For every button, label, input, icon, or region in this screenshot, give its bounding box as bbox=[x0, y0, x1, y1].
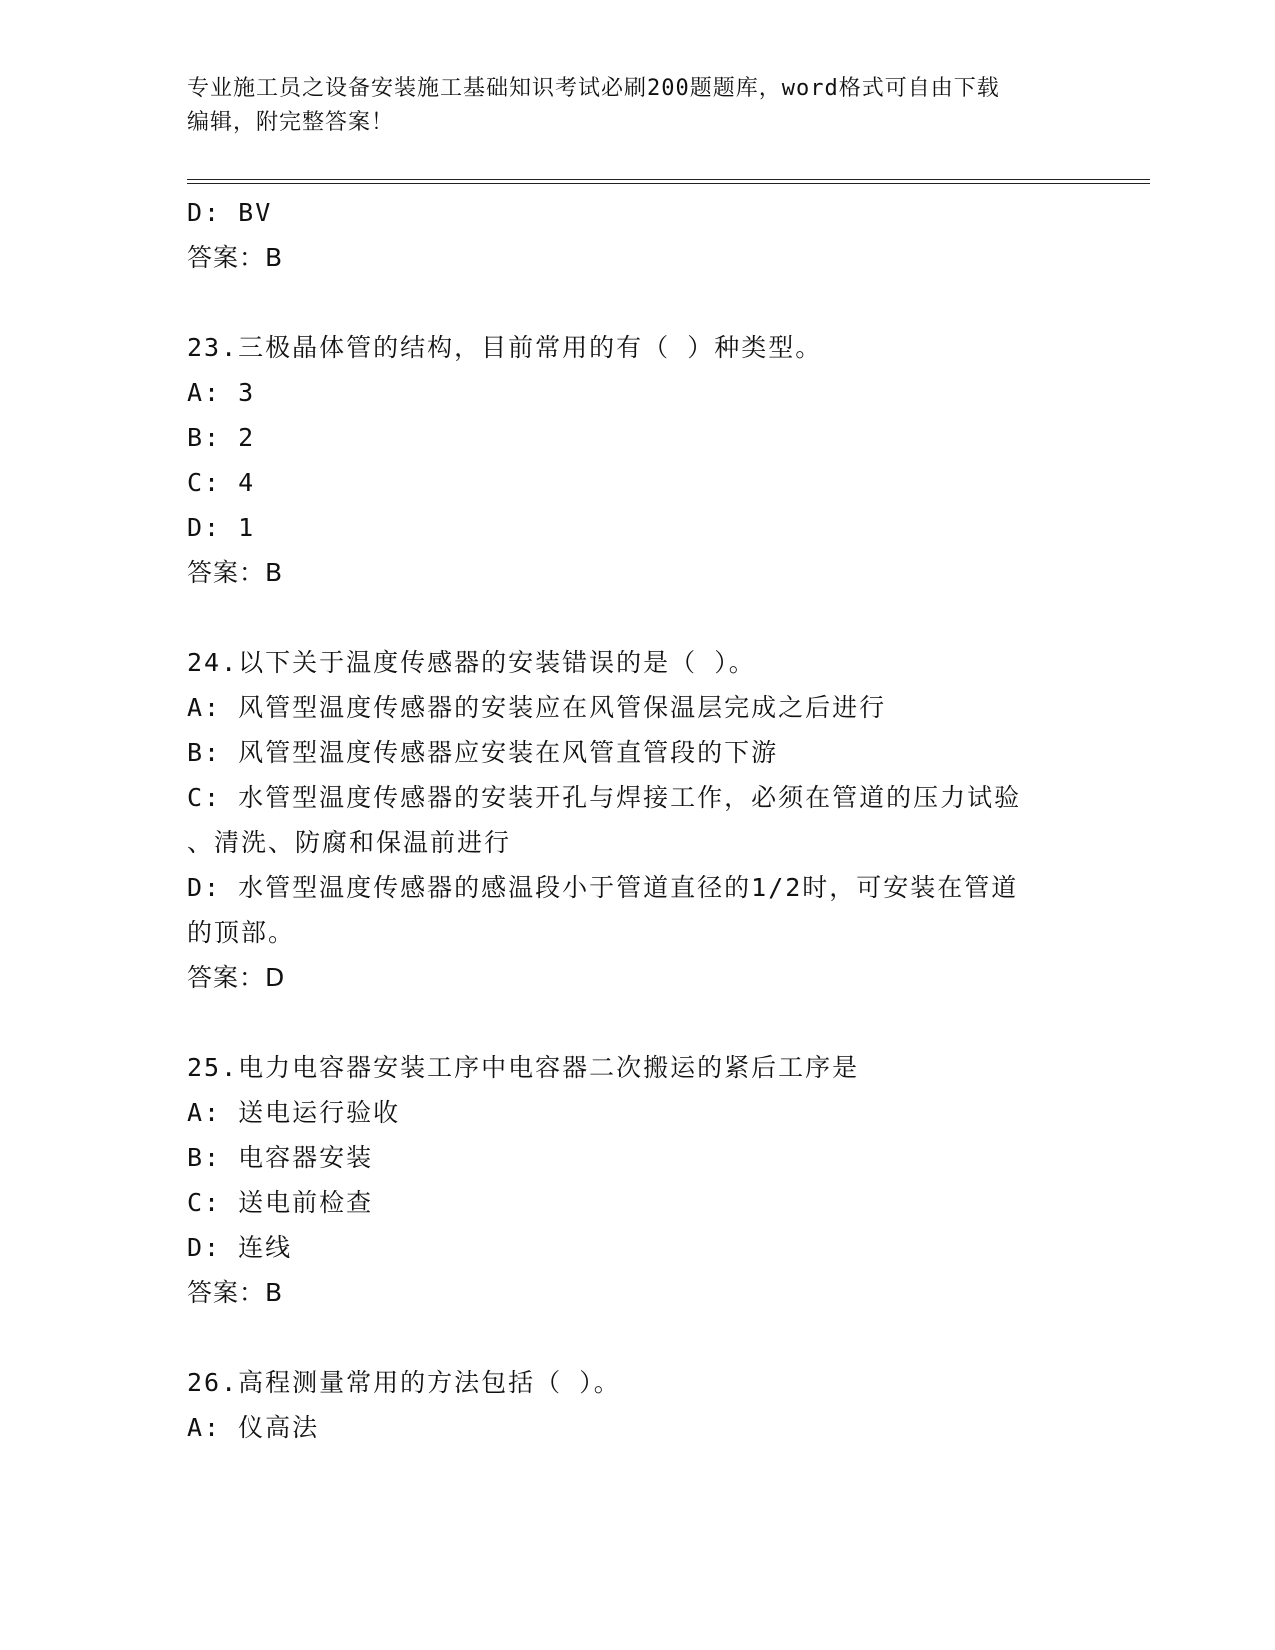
question-stem: 26.高程测量常用的方法包括（ ）。 bbox=[187, 1368, 621, 1397]
prev-question-option-d: D: BV bbox=[187, 198, 273, 227]
header-divider-bottom bbox=[187, 183, 1150, 184]
question-23 bbox=[187, 325, 1087, 595]
option-d: D: 1 bbox=[187, 513, 256, 542]
option-a: A: 风管型温度传感器的安装应在风管保温层完成之后进行 bbox=[187, 693, 887, 722]
option-d: D: 连线 bbox=[187, 1233, 293, 1262]
option-c: C: 4 bbox=[187, 468, 256, 497]
option-d: D: 水管型温度传感器的感温段小于管道直径的1/2时，可安装在管道 bbox=[187, 873, 1019, 902]
option-c-continued: 、清洗、防腐和保温前进行 bbox=[187, 828, 512, 857]
question-stem: 24.以下关于温度传感器的安装错误的是（ ）。 bbox=[187, 648, 756, 677]
option-b: B: 电容器安装 bbox=[187, 1143, 374, 1172]
option-c: C: 送电前检查 bbox=[187, 1188, 374, 1217]
question-26 bbox=[187, 1360, 1087, 1450]
header-divider-top bbox=[187, 179, 1150, 180]
question-answer: 答案：B bbox=[187, 1278, 284, 1307]
option-b: B: 2 bbox=[187, 423, 256, 452]
option-c: C: 水管型温度传感器的安装开孔与焊接工作，必须在管道的压力试验 bbox=[187, 783, 1022, 812]
question-stem: 25.电力电容器安装工序中电容器二次搬运的紧后工序是 bbox=[187, 1053, 860, 1082]
document-body bbox=[187, 190, 1087, 1450]
question-24 bbox=[187, 640, 1087, 1000]
question-25 bbox=[187, 1045, 1087, 1315]
prev-question-answer: 答案：B bbox=[187, 243, 284, 272]
option-b: B: 风管型温度传感器应安装在风管直管段的下游 bbox=[187, 738, 779, 767]
question-answer: 答案：D bbox=[187, 963, 286, 992]
document-header bbox=[187, 72, 1087, 140]
option-d-continued: 的顶部。 bbox=[187, 918, 296, 947]
question-stem: 23.三极晶体管的结构，目前常用的有（ ）种类型。 bbox=[187, 333, 823, 362]
header-title-line-1: 专业施工员之设备安装施工基础知识考试必刷200题题库，word格式可自由下载 bbox=[187, 76, 1000, 101]
option-a: A: 仪高法 bbox=[187, 1413, 320, 1442]
question-answer: 答案：B bbox=[187, 558, 284, 587]
header-title-line-2: 编辑，附完整答案！ bbox=[187, 110, 395, 135]
option-a: A: 送电运行验收 bbox=[187, 1098, 401, 1127]
option-a: A: 3 bbox=[187, 378, 256, 407]
